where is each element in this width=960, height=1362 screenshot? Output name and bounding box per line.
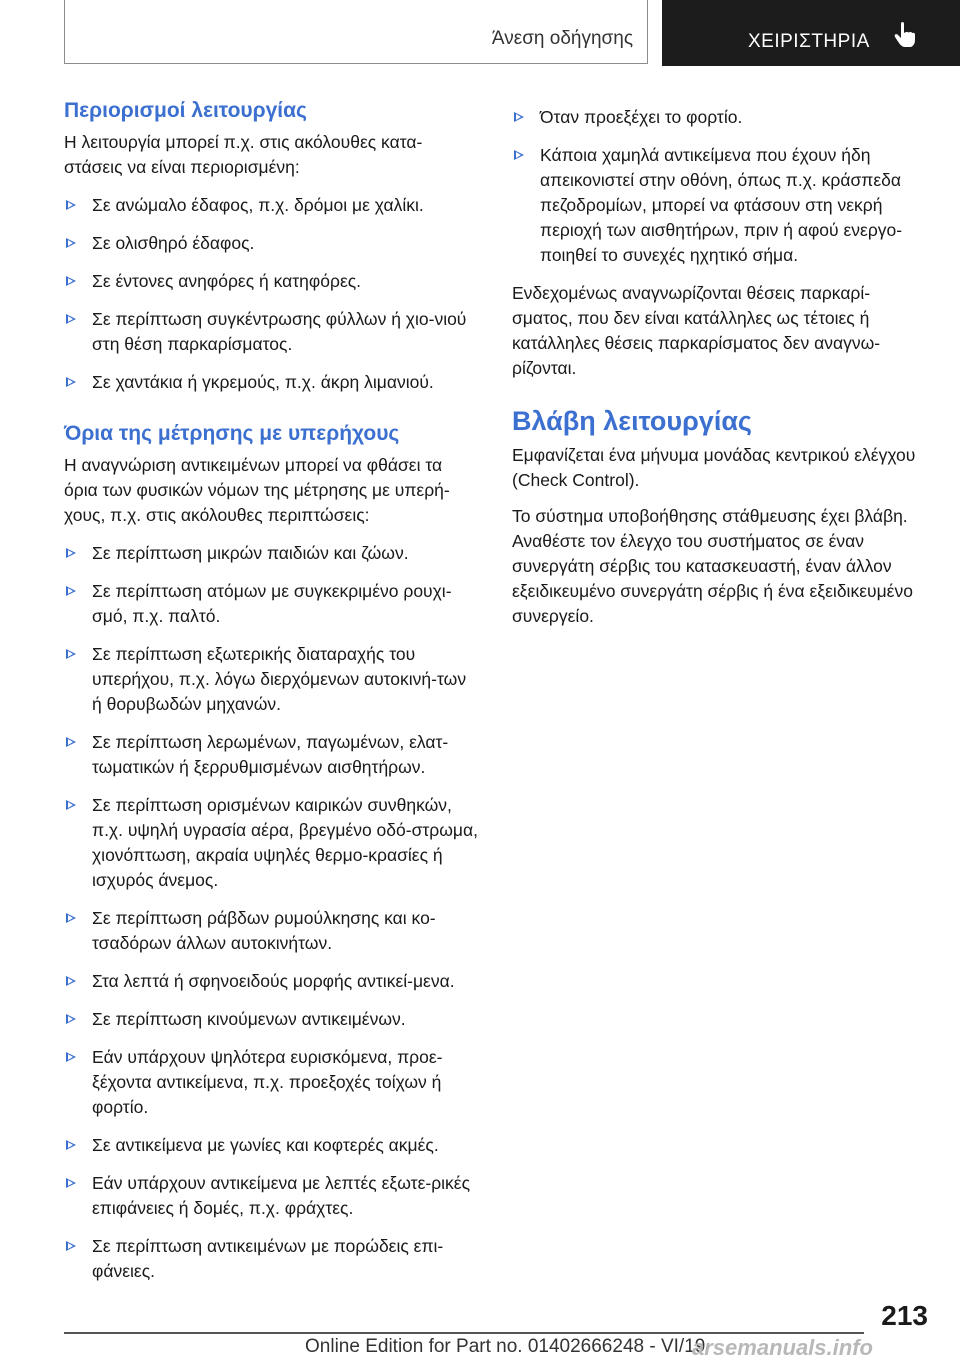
- list-item: Σε περίπτωση λερωμένων, παγωμένων, ελατ-τωματικών ή ξερρυθμισμένων αισθητήρων.: [64, 730, 480, 780]
- left-column: [64, 96, 480, 1284]
- list-item: Σε περίπτωση μικρών παιδιών και ζώων.: [64, 541, 480, 566]
- triangle-bullet-icon: [514, 150, 524, 160]
- triangle-bullet-icon: [66, 976, 76, 986]
- section-heading-limitations: Περιορισμοί λειτουργίας: [64, 99, 307, 122]
- ultrasound-list: [64, 541, 480, 1284]
- list-item: Σε περίπτωση εξωτερικής διαταραχής του υπερήχου, π.χ. λόγω διερχόμενων αυτοκινή-των ή θορυβωδών μηχανών.: [64, 642, 480, 717]
- chapter-tab: [662, 0, 960, 66]
- page-header: [0, 0, 960, 66]
- parking-detection-note: Ενδεχομένως αναγνωρίζονται θέσεις παρκαρί-σματος, που δεν είναι κατάλληλες ως τέτοιες ή κατάλληλες θέσεις παρκαρίσματος δεν αναγνω-ρίζονται.: [512, 283, 881, 378]
- list-item: Σε περίπτωση κινούμενων αντικειμένων.: [64, 1007, 480, 1032]
- footer-divider: [64, 1332, 864, 1334]
- triangle-bullet-icon: [66, 1140, 76, 1150]
- triangle-bullet-icon: [66, 200, 76, 210]
- list-item: Στα λεπτά ή σφηνοειδούς μορφής αντικεί-μενα.: [64, 969, 480, 994]
- triangle-bullet-icon: [66, 913, 76, 923]
- triangle-bullet-icon: [66, 649, 76, 659]
- limitations-list: [64, 193, 480, 395]
- list-item: Σε περίπτωση ορισμένων καιρικών συνθηκών, π.χ. υψηλή υγρασία αέρα, βρεγμένο οδό-στρωμα, χιονόπτωση, ακραία υψηλές θερμο-κρασίες ή ισχυρός άνεμος.: [64, 793, 480, 893]
- list-item: Σε ανώμαλο έδαφος, π.χ. δρόμοι με χαλίκι.: [64, 193, 480, 218]
- right-column: [512, 96, 928, 629]
- malfunction-message: Εμφανίζεται ένα μήνυμα μονάδας κεντρικού ελέγχου (Check Control).: [512, 445, 916, 490]
- list-item: Σε περίπτωση αντικειμένων με πορώδεις επι-φάνειες.: [64, 1234, 480, 1284]
- list-item: Σε περίπτωση ατόμων με συγκεκριμένο ρουχι-σμό, π.χ. παλτό.: [64, 579, 480, 629]
- chapter-title: ΧΕΙΡΙΣΤΗΡΙΑ: [748, 31, 870, 52]
- edition-footer: Online Edition for Part no. 01402666248 - VI/19: [305, 1336, 706, 1357]
- list-item: Σε αντικείμενα με γωνίες και κοφτερές ακμές.: [64, 1133, 480, 1158]
- list-item: Σε έντονες ανηφόρες ή κατηφόρες.: [64, 269, 480, 294]
- triangle-bullet-icon: [66, 1052, 76, 1062]
- triangle-bullet-icon: [66, 1014, 76, 1024]
- list-item: Εάν υπάρχουν αντικείμενα με λεπτές εξωτε-ρικές επιφάνειες ή δομές, π.χ. φράχτες.: [64, 1171, 480, 1221]
- triangle-bullet-icon: [66, 1241, 76, 1251]
- list-item: Σε χαντάκια ή γκρεμούς, π.χ. άκρη λιμανιού.: [64, 370, 480, 395]
- limitations-intro: Η λειτουργία μπορεί π.χ. στις ακόλουθες κατα-στάσεις να είναι περιορισμένη:: [64, 132, 423, 177]
- section-title: Άνεση οδήγησης: [491, 28, 633, 49]
- triangle-bullet-icon: [66, 276, 76, 286]
- hand-pointer-icon: [894, 22, 916, 48]
- ultrasound-intro: Η αναγνώριση αντικειμένων μπορεί να φθάσει τα όρια των φυσικών νόμων της μέτρησης με υπερή-χους, π.χ. στις ακόλουθες περιπτώσεις:: [64, 455, 450, 525]
- malfunction-advice: Το σύστημα υποβοήθησης στάθμευσης έχει βλάβη. Αναθέστε τον έλεγχο του συστήματος σε έναν συνεργάτη σέρβις του κατασκευαστή, έναν άλλον εξειδικευμένο συνεργάτη σέρβις ή ένα εξειδικευμένο συνεργείο.: [512, 506, 913, 626]
- triangle-bullet-icon: [514, 112, 524, 122]
- section-heading-malfunction: Βλάβη λειτουργίας: [512, 406, 752, 436]
- list-item: Όταν προεξέχει το φορτίο.: [512, 105, 928, 130]
- triangle-bullet-icon: [66, 737, 76, 747]
- triangle-bullet-icon: [66, 314, 76, 324]
- section-tab: [64, 0, 648, 64]
- triangle-bullet-icon: [66, 377, 76, 387]
- list-item: Κάποια χαμηλά αντικείμενα που έχουν ήδη απεικονιστεί στην οθόνη, όπως π.χ. κράσπεδα πεζοδρομίων, μπορεί να φτάσουν στη νεκρή περιοχή των αισθητήρων, πριν ή αφού ενεργο-ποιηθεί το συνεχές ηχητικό σήμα.: [512, 143, 928, 268]
- watermark: arsemanuals.info: [692, 1335, 873, 1360]
- list-item: Σε περίπτωση ράβδων ρυμούλκησης και κο-τσαδόρων άλλων αυτοκινήτων.: [64, 906, 480, 956]
- triangle-bullet-icon: [66, 238, 76, 248]
- page-number: 213: [881, 1300, 928, 1331]
- triangle-bullet-icon: [66, 586, 76, 596]
- triangle-bullet-icon: [66, 1178, 76, 1188]
- list-item: Σε περίπτωση συγκέντρωσης φύλλων ή χιο-νιού στη θέση παρκαρίσματος.: [64, 307, 480, 357]
- list-item: Εάν υπάρχουν ψηλότερα ευρισκόμενα, προε-ξέχοντα αντικείμενα, π.χ. προεξοχές τοίχων ή φορτίο.: [64, 1045, 480, 1120]
- list-item: Σε ολισθηρό έδαφος.: [64, 231, 480, 256]
- continued-list: [512, 105, 928, 268]
- section-heading-ultrasound-limits: Όρια της μέτρησης με υπερήχους: [64, 422, 400, 445]
- triangle-bullet-icon: [66, 548, 76, 558]
- triangle-bullet-icon: [66, 800, 76, 810]
